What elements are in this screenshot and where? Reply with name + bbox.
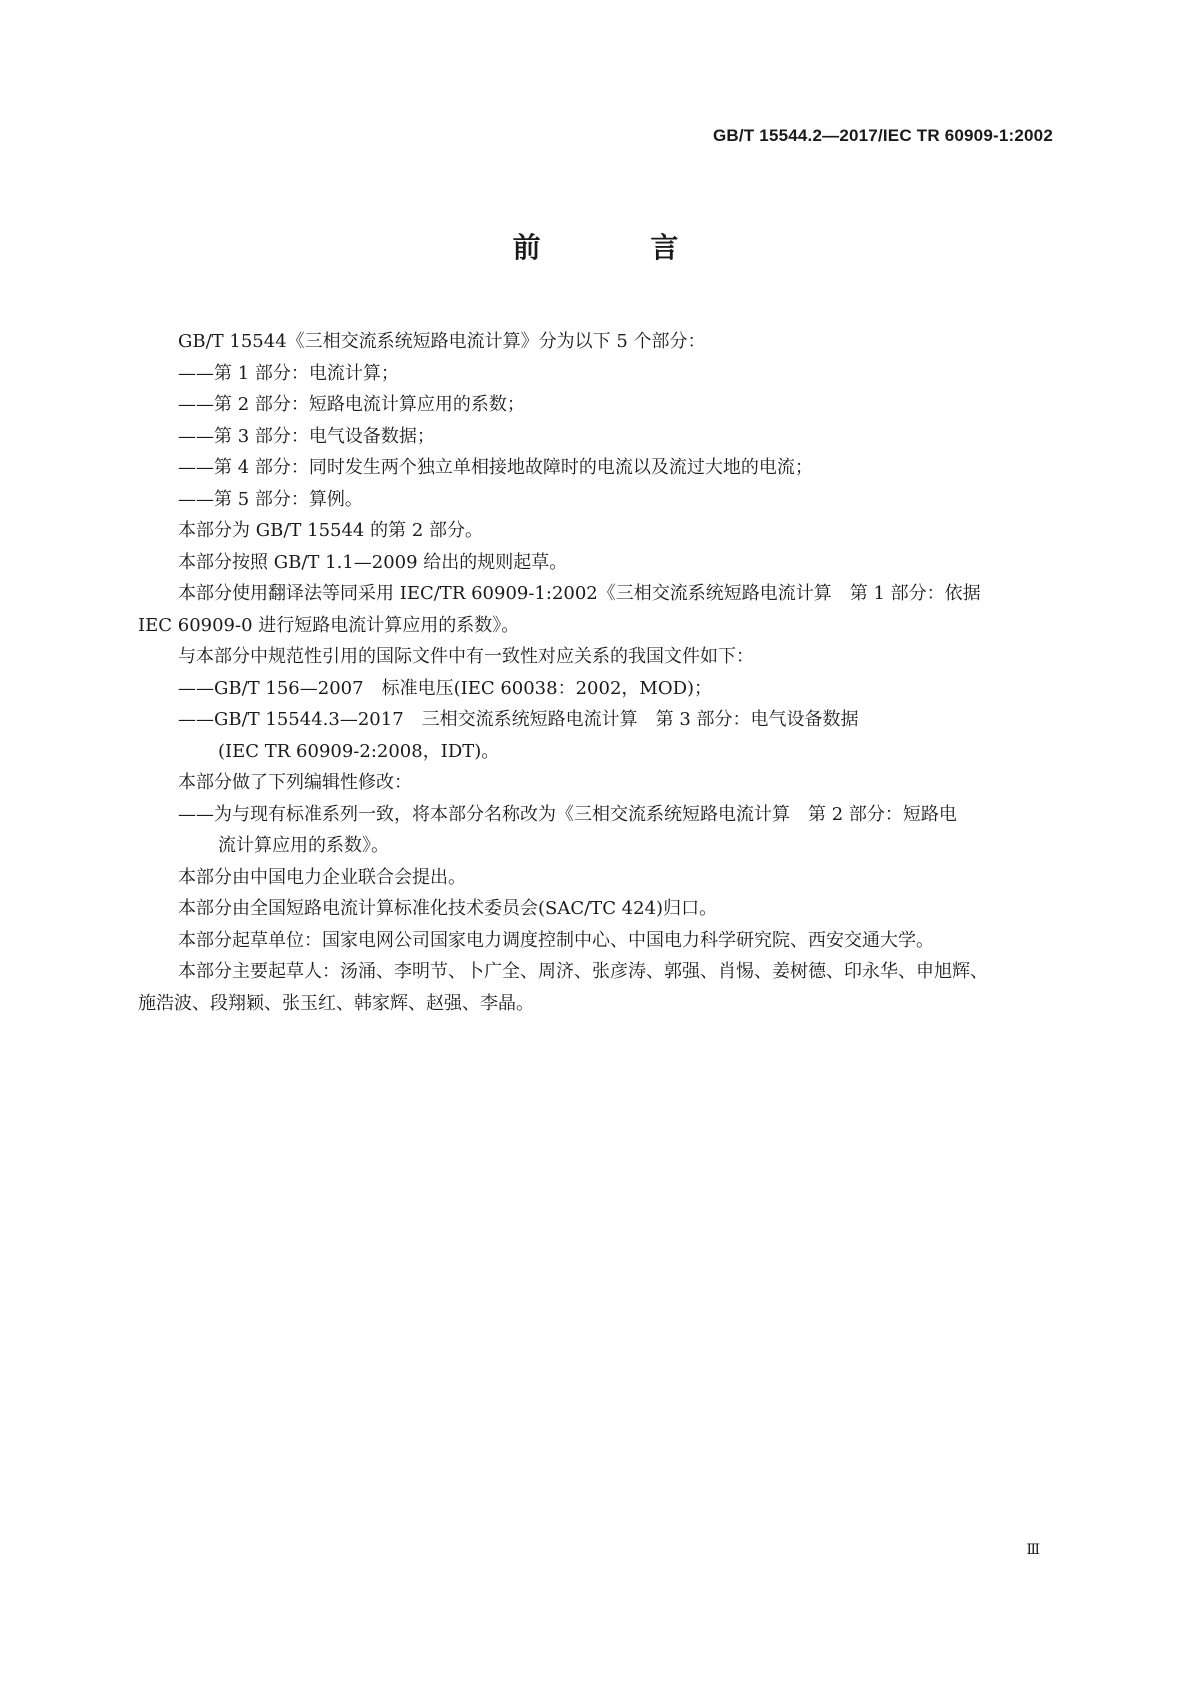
- corresponding-doc-1: ——GB/T 156—2007 标准电压(IEC 60038：2002，MOD)；: [178, 677, 713, 699]
- part-list-item-5: ——第 5 部分：算例。: [178, 488, 363, 510]
- translation-paragraph-line-2: IEC 60909-0 进行短路电流计算应用的系数》。: [138, 614, 520, 636]
- drafters-line-2: 施浩波、段翔颖、张玉红、韩家辉、赵强、李晶。: [138, 992, 534, 1014]
- page-number: Ⅲ: [1026, 1542, 1039, 1558]
- drafting-rule-paragraph: 本部分按照 GB/T 1.1—2009 给出的规则起草。: [178, 551, 568, 573]
- part-list-item-3: ——第 3 部分：电气设备数据；: [178, 425, 435, 447]
- editorial-intro: 本部分做了下列编辑性修改：: [178, 772, 412, 793]
- proposed-by-paragraph: 本部分由中国电力企业联合会提出。: [178, 866, 466, 888]
- foreword-body: [138, 326, 1056, 1019]
- translation-paragraph-line-1: 本部分使用翻译法等同采用 IEC/TR 60909-1:2002《三相交流系统短路电流计算 第 1 部分：依据: [178, 583, 981, 604]
- corresponding-docs-intro: 与本部分中规范性引用的国际文件中有一致性对应关系的我国文件如下：: [178, 646, 754, 667]
- drafting-units-paragraph: 本部分起草单位：国家电网公司国家电力调度控制中心、中国电力科学研究院、西安交通大学。: [178, 929, 934, 951]
- standard-identifier: GB/T 15544.2—2017/IEC TR 60909-1:2002: [712, 126, 1053, 145]
- page-title: 前 言: [512, 231, 729, 264]
- intro-paragraph: GB/T 15544《三相交流系统短路电流计算》分为以下 5 个部分：: [178, 331, 706, 352]
- drafters-line-1: 本部分主要起草人：汤涌、李明节、卜广全、周济、张彦涛、郭强、肖惕、姜树德、印永华、申旭辉、: [178, 961, 988, 982]
- corresponding-doc-2-line-2: (IEC TR 60909-2:2008，IDT)。: [218, 740, 500, 762]
- part-list-item-1: ——第 1 部分：电流计算；: [178, 362, 399, 384]
- editorial-change-1-line-2: 流计算应用的系数》。: [218, 835, 389, 856]
- part-list-item-4: ——第 4 部分：同时发生两个独立单相接地故障时的电流以及流过大地的电流；: [178, 457, 813, 478]
- corresponding-doc-2-line-1: ——GB/T 15544.3—2017 三相交流系统短路电流计算 第 3 部分：电气设备数据: [178, 709, 859, 730]
- this-part-paragraph: 本部分为 GB/T 15544 的第 2 部分。: [178, 520, 483, 541]
- editorial-change-1-line-1: ——为与现有标准系列一致，将本部分名称改为《三相交流系统短路电流计算 第 2 部分：短路电: [178, 803, 957, 825]
- part-list-item-2: ——第 2 部分：短路电流计算应用的系数；: [178, 394, 525, 415]
- jurisdiction-paragraph: 本部分由全国短路电流计算标准化技术委员会(SAC/TC 424)归口。: [178, 898, 718, 919]
